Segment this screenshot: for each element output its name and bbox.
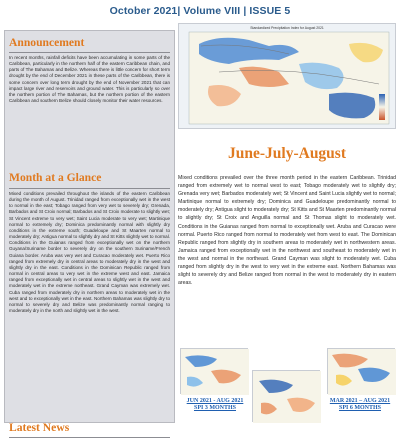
spi-3-month-caption-line2[interactable]: SPI 3 MONTHS [193,405,236,411]
spi-6-month-caption-line2[interactable]: SPI 6 MONTHS [338,405,381,411]
section-title: June-July-August [228,145,346,162]
announcement-divider [9,52,170,53]
announcement-heading: Announcement [9,36,85,49]
month-at-a-glance-divider [9,188,170,189]
spi-6-month-caption-line1[interactable]: MAR 2021 – AUG 2021 [329,398,391,404]
sidebar [4,30,175,434]
spi-map-thumbnail[interactable] [252,370,320,422]
spi-map-august [178,23,396,129]
announcement-text: In recent months, rainfall deficits have been accumulating in some parts of the Caribbean, particularly in the northern half of the eastern Caribbean chain, and parts of The Bahamas and Belize. Whereas there is little concern for short term drought by the end of December 2021 in these parts of the Caribbean, there is some concern over long term drought by the end of November 2021 that can impact large river and reservoirs and ground water. This is particularly so over the northern portion of The Bahamas, but the northern portion of the eastern Caribbean and southern Belize should closely monitor their water resources. [9,55,170,104]
spi-3-month-caption-line1[interactable]: JUN 2021 - AUG 2021 [186,398,244,404]
spi-3-month-caption[interactable] [174,398,256,412]
latest-news-heading: Latest News [9,421,70,434]
spi-6-month-caption[interactable] [320,398,400,412]
spi-3-month-map-thumbnail[interactable] [180,348,248,394]
spi-6-month-map-graphic [328,349,396,395]
month-at-a-glance-text: Mixed conditions prevailed throughout the islands of the eastern Caribbean during the month of August. Trinidad ranged from exceptionally wet in the west to normal in the east; Tobago ranged from very wet to severely dry; Grenada, Barbados and St Croix normal; Barbados and St Croix moderate to slightly wet; St Vincent extreme to very wet; Saint Lucia moderate to very wet; Martinique normal to extremely dry; Dominica predominantly normal with slightly dry conditions in the extreme south; Guadeloupe and St Maarten normal to moderately dry; Antigua normal to slightly dry and St Kitts slightly wet to normal. Conditions in the Guianas ranged from exceptionally wet on the northern Guyana/Suriname border to severely dry on the southern Suriname/French Guiana border. Aruba was very wet and Curacao moderately wet. Puerto Rico ranged from extremely dry in central areas to moderately dry in the west and slightly dry in the east. Conditions in the Dominican Republic ranged from normal in central areas to very wet in the extreme west and east. Jamaica ranged from exceptionally wet in central areas to slightly wet in the west and moderately wet in the extreme northeast. Grand Cayman was extremely wet. Cuba ranged from moderately dry in northern areas to moderately wet in the west and to exceptionally wet in the east. Northern Bahamas was slightly dry to normal to severely dry and Belize was predominantly normal ranging to moderately dry in the north and slightly wet in the west. [9,191,170,313]
map-title: Standardized Precipitation Index for August 2021 [250,26,324,30]
masthead-title: October 2021| Volume VIII | ISSUE 5 [109,5,291,17]
spi-map-thumbnail-graphic [253,371,321,423]
spi-3-month-map-graphic [181,349,249,395]
jja-summary-text: Mixed conditions prevailed over the three month period in the eastern Caribbean. Trinidad ranged from extremely wet to normal west to east; Tobago moderately wet to slightly dry; Grenada very wet; Barbados moderately wet; St Vincent and Saint Lucia slightly wet to normal; Martinique normal to extremely dry; Dominica and Guadeloupe predominantly normal to moderately dry; Antigua slight to moderately dry; St Kitts and St Maarten predominantly normal to slightly dry; St Croix and Anguilla normal and St Thomas slight to moderately wet. Conditions in the Guianas ranged from normal to exceptionally wet. Aruba and Curacao were normal. Puerto Rico ranged from normal to moderately wet from west to east. The Dominican Republic ranged from slightly dry in southern areas to moderately wet in northwestern areas. Jamaica ranged from exceptionally wet in the northwest and southeast to moderately wet in the west and normal in the northeast. Grand Cayman was slight to moderately wet. Cuba ranged from slightly dry in the west to very wet in the extreme east. Northern Bahamas was slight to severely dry and Belize ranged from normal in the west to moderately dry in eastern areas. [178,175,396,287]
spi-6-month-map-thumbnail[interactable] [327,348,395,394]
spi-map-graphic [179,24,397,130]
month-at-a-glance-heading: Month at a Glance [9,171,102,184]
